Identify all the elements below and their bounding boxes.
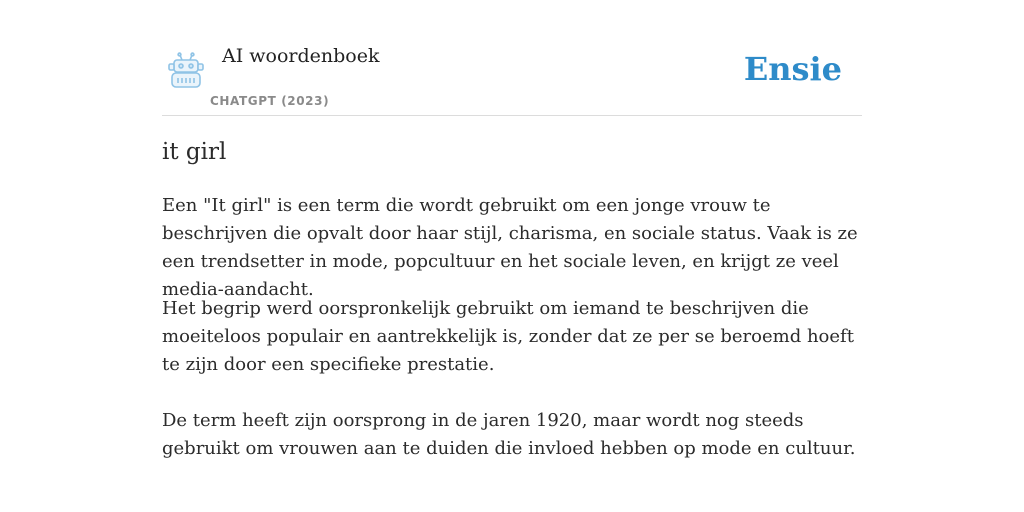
ensie-logo-link[interactable]: Ensie [743,50,842,88]
definition-paragraph: De term heeft zijn oorsprong in de jaren 1920, maar wordt nog steeds gebruikt om vrouwen aan te duiden die invloed hebben op mode en cultuur. [162,410,856,459]
source-meta: CHATGPT (2023) [210,94,330,108]
definition-paragraph: Het begrip werd oorspronkelijk gebruikt om iemand te beschrijven die moeiteloos populair en aantrekkelijk is, zonder dat ze per se beroemd hoeft te zijn door een specifieke prestatie. [162,298,854,375]
source-title[interactable]: AI woordenboek [222,45,380,67]
entry-term: it girl [162,139,227,165]
definition-paragraph: Een "It girl" is een term die wordt gebruikt om een jonge vrouw te beschrijven die opvalt door haar stijl, charisma, en sociale status. Vaak is ze een trendsetter in mode, popcultuur en het sociale leven, en krijgt ze veel media-aandacht. [162,195,858,300]
card-header [162,0,862,116]
robot-icon [166,52,206,90]
definition-card [162,0,862,512]
